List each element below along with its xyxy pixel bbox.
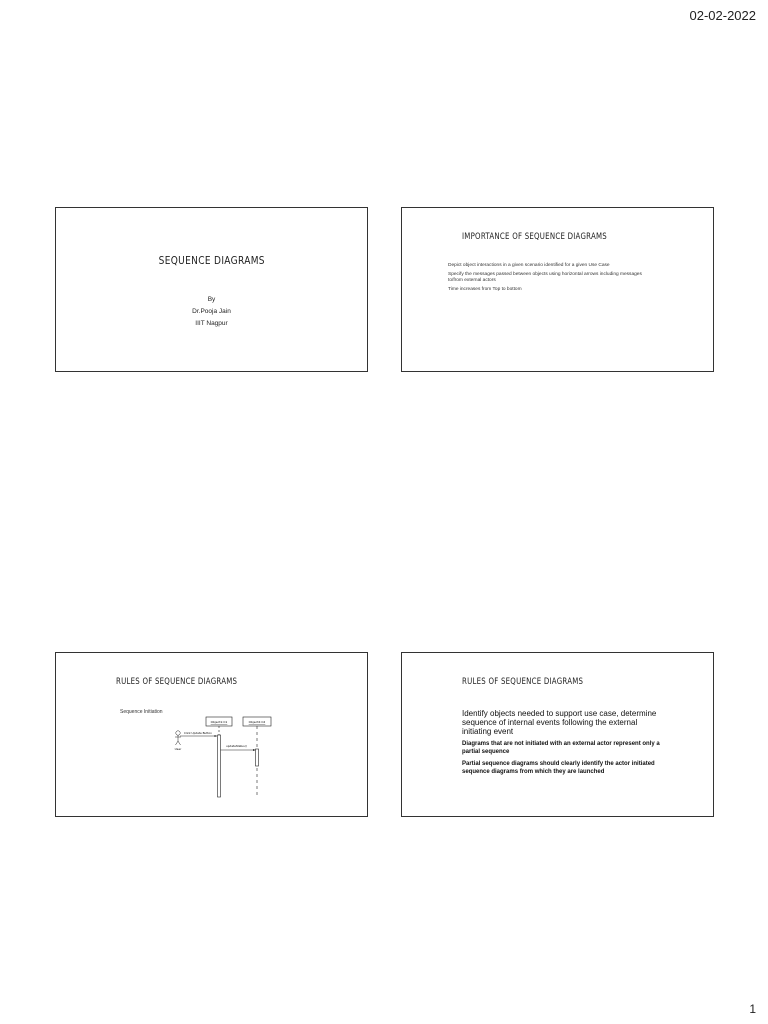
bullet-item: Time increases from Top to bottom: [448, 287, 522, 292]
sequence-diagram: [168, 713, 278, 805]
page-date: 02-02-2022: [689, 8, 756, 23]
slide-4-bullets: [462, 709, 662, 780]
slide-1-title: SEQUENCE DIAGRAMS: [158, 254, 265, 267]
actor-label: User: [174, 747, 182, 751]
activation-2: [256, 749, 259, 766]
bullet-item: Depict object interactions in a given scenario identified for a given Use Case: [448, 263, 610, 268]
bullet-item: Identify objects needed to support use case, determine sequence of internal events following the external initiating event: [462, 709, 657, 736]
actor-icon: [175, 731, 181, 745]
diagram-label: Sequence Initiation: [120, 709, 163, 715]
bullet-item: Diagrams that are not initiated with an external actor represent only a partial sequence: [462, 741, 660, 755]
message-2-label: updateStatus(): [226, 744, 247, 748]
page-number: 1: [749, 1002, 756, 1016]
slide-2-bullets: [448, 263, 648, 296]
slide-importance: [401, 207, 714, 372]
slide-4-title: RULES OF SEQUENCE DIAGRAMS: [462, 677, 584, 687]
slide-rules-diagram: [55, 652, 368, 817]
object2-label: Object2:C2: [248, 720, 266, 724]
slide-2-title: IMPORTANCE OF SEQUENCE DIAGRAMS: [462, 232, 607, 242]
author-name: Dr.Pooja Jain: [192, 308, 231, 315]
slide-title-page: [55, 207, 368, 372]
activation-1: [218, 735, 221, 797]
author-institute: IIIT Nagpur: [195, 320, 228, 327]
message-1-label: Click Update Button: [184, 731, 212, 735]
author-block: [56, 294, 367, 330]
bullet-item: Specify the messages passed between objects using horizontal arrows including messages to/from external actors: [448, 272, 642, 283]
author-by: By: [207, 296, 216, 303]
bullet-item: Partial sequence diagrams should clearly identify the actor initiated sequence diagrams from which they are launched: [462, 761, 655, 775]
object1-label: Object1:C1: [210, 720, 228, 724]
slide-3-title: RULES OF SEQUENCE DIAGRAMS: [116, 677, 238, 687]
slide-rules-text: [401, 652, 714, 817]
